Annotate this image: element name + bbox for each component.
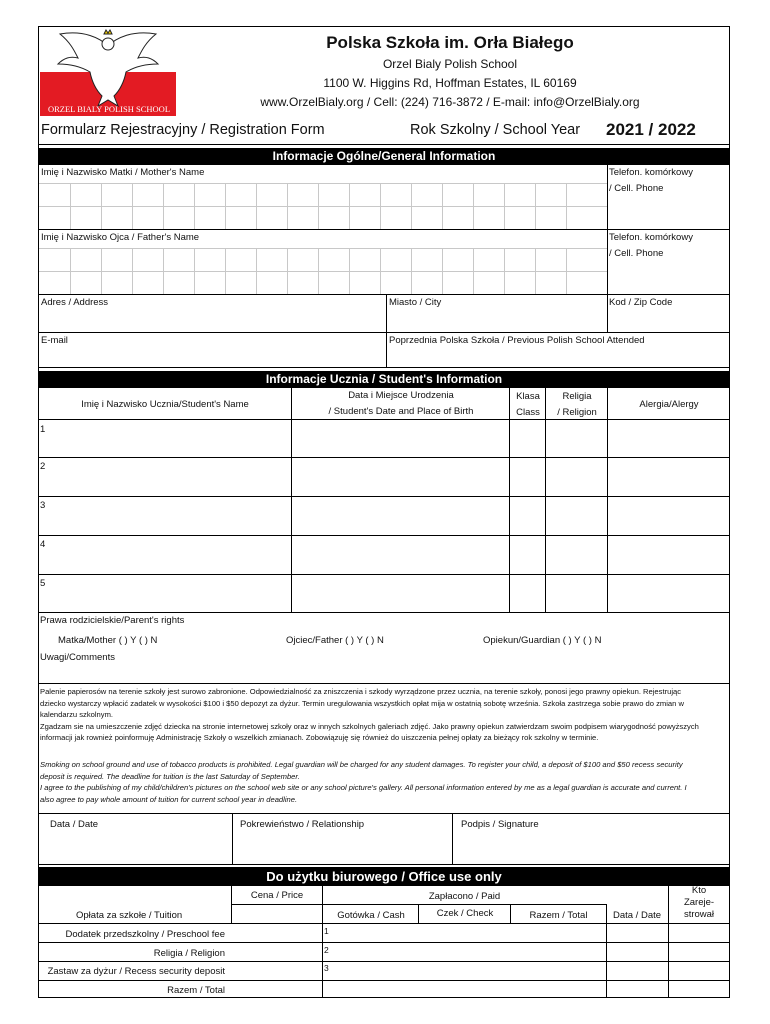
relationship-label: Pokrewieństwo / Relationship (240, 819, 365, 830)
school-contact: www.OrzelBialy.org / Cell: (224) 716-3872 / E-mail: info@OrzelBialy.org (260, 95, 640, 109)
price-col: Cena / Price (250, 890, 304, 901)
father-name-grid[interactable] (39, 248, 607, 294)
city-label: Miasto / City (389, 297, 442, 308)
office-row-1[interactable]: 1 (324, 926, 329, 936)
total-col: Razem / Total (529, 910, 588, 921)
email-label: E-mail (41, 335, 68, 346)
dob-col-2: / Student's Date and Place of Birth (328, 406, 474, 417)
school-year-label: Rok Szkolny / School Year (410, 122, 581, 138)
guardian-rights[interactable]: Opiekun/Guardian ( ) Y ( ) N (483, 635, 602, 646)
religion-col: Religia (562, 391, 592, 402)
student-row-5[interactable]: 5 (40, 578, 46, 589)
check-col: Czek / Check (436, 908, 494, 919)
logo-caption: ORZEL BIALY POLISH SCHOOL (48, 104, 171, 114)
signature-label: Podpis / Signature (461, 819, 539, 830)
office-row-2[interactable]: 2 (324, 945, 329, 955)
legal-english: Smoking on school ground and use of tobacco products is prohibited. Legal guardian will be charged for any student damages. To register your child, a deposit of $100 and $50 recess security deposit is required. The deadline for tuition is the last Saturday of September. I agree to the publishing of my child/children's pictures on the school web site or any school picture's gallery. All personal information entered by me as a legal guardian is accurate and current. I also agree to pay whole amount of tuition for current school year in deadline. (40, 760, 687, 804)
date-col: Data / Date (612, 910, 662, 921)
student-row-4[interactable]: 4 (40, 539, 46, 550)
student-row-1[interactable]: 1 (40, 424, 46, 435)
office-total-label: Razem / Total (167, 985, 225, 996)
religion-col-2: / Religion (557, 407, 597, 418)
tuition-label: Opłata za szkołe / Tuition (76, 910, 183, 921)
general-info-heading: Informacje Ogólne/General Information (38, 148, 730, 165)
zip-label: Kod / Zip Code (609, 297, 673, 308)
student-info-heading: Informacje Ucznia / Student's Information (38, 371, 730, 388)
office-use-heading: Do użytku biurowego / Office use only (38, 867, 730, 886)
school-title: Polska Szkoła im. Orła Białego (326, 33, 574, 52)
form-title: Formularz Rejestracyjny / Registration Form (41, 122, 325, 138)
cash-col: Gotówka / Cash (337, 910, 405, 921)
mother-rights[interactable]: Matka/Mother ( ) Y ( ) N (58, 635, 158, 646)
father-rights[interactable]: Ojciec/Father ( ) Y ( ) N (286, 635, 384, 646)
mother-name-grid[interactable] (39, 183, 607, 229)
mother-phone-label-2: / Cell. Phone (609, 183, 664, 194)
comments-label: Uwagi/Comments (40, 652, 115, 663)
student-name-col: Imię i Nazwisko Ucznia/Student's Name (81, 399, 249, 410)
father-phone-label-2: / Cell. Phone (609, 248, 664, 259)
preschool-fee-label: Dodatek przedszkolny / Preschool fee (65, 929, 225, 940)
mother-name-label: Imię i Nazwisko Matki / Mother's Name (41, 167, 205, 178)
religion-fee-label: Religia / Religion (153, 948, 225, 959)
dob-col: Data i Miejsce Urodzenia (348, 390, 454, 401)
address-label: Adres / Address (41, 297, 109, 308)
school-address: 1100 W. Higgins Rd, Hoffman Estates, IL 60169 (323, 76, 577, 90)
student-row-3[interactable]: 3 (40, 500, 46, 511)
registered-by-col: Kto Zareje- strował (683, 885, 715, 920)
paid-col: Zapłacono / Paid (428, 891, 501, 902)
student-row-2[interactable]: 2 (40, 461, 46, 472)
allergy-col: Alergia/Alergy (639, 399, 699, 410)
class-col: Klasa (516, 391, 540, 402)
father-name-label: Imię i Nazwisko Ojca / Father's Name (41, 232, 200, 243)
recess-deposit-label: Zastaw za dyżur / Recess security deposit (47, 966, 225, 977)
previous-school-label: Poprzednia Polska Szkoła / Previous Polish School Attended (389, 335, 645, 346)
parent-rights-label: Prawa rodzicielskie/Parent's rights (40, 615, 185, 626)
father-phone-label: Telefon. komórkowy (609, 232, 693, 243)
school-year-value[interactable]: 2021 / 2022 (606, 120, 696, 139)
signature-date-label: Data / Date (50, 819, 99, 830)
legal-polish: Palenie papierosów na terenie szkoły jest surowo zabronione. Odpowiedzialność za zniszczenia i szkody wyrządzone przez ucznia, na terenie szkoły, ponosi jego prawny opiekun. Rejestrując dziecko wystarczy wpłacić zadatek w wysokości $100 i $50 depozyt za dyżur. Termin uregulowania wszystkich opłat mija w ostatnią sobotę września. Szkoła zastrzega sobie prawo do zmian w kalendarzu szkolnym. Zgadzam sie na umieszczenie zdjęć dziecka na stronie internetowej szkoły oraz w innych szkolnych galeriach zdjęć. Jako prawny opiekun zatwierdzam swoim podpisem wiarygodność powyższych informacji jak rownież poinformuję Administrację Szkoły o wszelkich zmianach. Zobowiązuję się również do uiszczenia pełnej opłaty za bieżący rok szkolny w terminie. (40, 687, 699, 742)
mother-phone-label: Telefon. komórkowy (609, 167, 693, 178)
school-subtitle: Orzel Bialy Polish School (382, 57, 518, 71)
school-logo (40, 28, 176, 116)
office-row-3[interactable]: 3 (324, 963, 329, 973)
class-col-2: Class (516, 407, 540, 418)
